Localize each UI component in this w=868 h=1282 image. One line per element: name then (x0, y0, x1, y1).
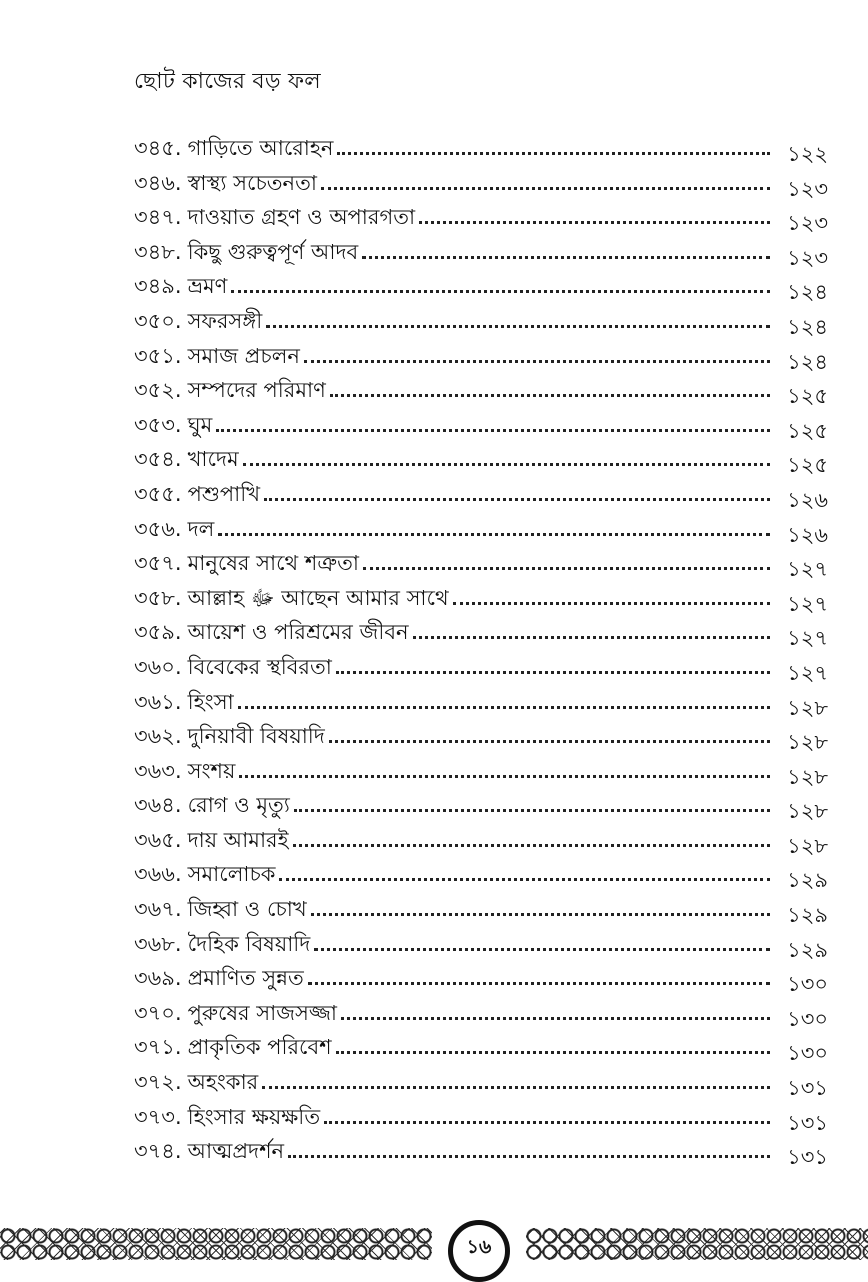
toc-entry (134, 578, 828, 616)
toc-entry (134, 474, 828, 512)
toc-entry-number: ৩৬৮. (134, 931, 182, 956)
dot-leader (329, 716, 770, 743)
toc-entry (134, 439, 828, 478)
toc-entry-number: ৩৪৫. (134, 136, 182, 160)
dot-leader (330, 370, 770, 397)
toc-entry-page: ১২৩ (787, 211, 828, 236)
toc-entry (134, 266, 828, 305)
dot-leader (336, 1027, 770, 1054)
toc-entry-title: জিহ্বা ও চোখ (187, 897, 307, 922)
toc-entry-page: ১২৩ (787, 176, 828, 201)
toc-entry (134, 647, 828, 685)
toc-entry-title: দাওয়াত গ্রহণ ও অপারগতা (187, 205, 416, 230)
toc-entry (134, 232, 828, 270)
toc-entry (134, 785, 828, 824)
page-footer (0, 1218, 868, 1260)
toc-entry-page: ১২৭ (787, 591, 828, 616)
page-number: ১৬ (466, 1236, 492, 1258)
toc-entry-title: আত্মপ্রদর্শন (187, 1139, 285, 1164)
dot-leader (216, 405, 770, 432)
toc-entry-page: ১২৬ (787, 487, 828, 512)
dot-leader (336, 647, 770, 674)
dot-leader (262, 1062, 770, 1089)
toc-entry (134, 1027, 828, 1066)
table-of-contents (134, 128, 828, 1170)
toc-entry (134, 197, 828, 236)
dot-leader (231, 266, 770, 293)
toc-entry (134, 924, 828, 962)
toc-entry-page: ১২৮ (787, 730, 828, 755)
toc-entry-page: ১২৬ (787, 522, 828, 547)
toc-entry-number: ৩৫৯. (134, 620, 182, 645)
ornamental-border-right (526, 1228, 868, 1260)
ornamental-border-left (0, 1228, 432, 1260)
toc-entry-page: ১৩১ (787, 1110, 828, 1135)
toc-entry-page: ১২৮ (787, 799, 828, 824)
toc-entry-page: ১২৯ (787, 868, 828, 893)
toc-entry-number: ৩৪৮. (134, 239, 182, 264)
toc-entry (134, 336, 828, 374)
dot-leader (308, 958, 770, 985)
toc-entry (134, 854, 828, 893)
toc-entry-title: খাদেম (187, 447, 239, 472)
dot-leader (239, 751, 770, 778)
toc-entry (134, 958, 828, 997)
toc-entry-page: ১৩১ (787, 1145, 828, 1170)
dot-leader (341, 993, 770, 1020)
toc-entry-page: ১২৪ (787, 314, 828, 339)
toc-entry-page: ১২৯ (787, 903, 828, 928)
toc-entry-page: ১২৭ (787, 557, 828, 582)
toc-entry-number: ৩৫৬. (134, 516, 182, 541)
toc-entry-title: ঘুম (187, 412, 213, 437)
toc-entry-page: ১২৮ (787, 764, 828, 789)
dot-leader (304, 336, 770, 363)
toc-entry (134, 751, 828, 789)
dot-leader (362, 232, 770, 259)
toc-entry-number: ৩৫২. (134, 378, 182, 403)
toc-entry (134, 405, 828, 443)
dot-leader (337, 128, 770, 155)
toc-entry-title: ভ্রমণ (187, 274, 228, 299)
toc-entry-title: সম্পদের পরিমাণ (187, 378, 326, 403)
toc-entry (134, 993, 828, 1031)
toc-entry (134, 301, 828, 339)
toc-entry-number: ৩৭০. (134, 1000, 182, 1025)
toc-entry-page: ১৩০ (787, 1041, 828, 1066)
toc-entry-page: ১২৫ (787, 384, 828, 409)
dot-leader (321, 163, 770, 190)
toc-entry-number: ৩৬১. (134, 689, 182, 714)
toc-entry-number: ৩৫৭. (134, 551, 182, 576)
dot-leader (243, 439, 770, 466)
toc-entry-number: ৩৫৫. (134, 481, 182, 506)
toc-entry-title: পুরুষের সাজসজ্জা (187, 1000, 338, 1025)
toc-entry-number: ৩৫১. (134, 343, 182, 368)
toc-entry (134, 889, 828, 928)
toc-entry-number: ৩৬৪. (134, 793, 182, 818)
toc-entry-title: দুনিয়াবী বিষয়াদি (187, 724, 325, 749)
dot-leader (324, 1097, 770, 1124)
toc-entry-page: ১৩১ (787, 1076, 828, 1101)
toc-entry-title: হিংসা (187, 689, 234, 714)
toc-entry-title: সমাজ প্রচলন (187, 343, 300, 368)
toc-entry-number: ৩৫০. (134, 308, 182, 333)
dot-leader (453, 578, 770, 605)
toc-entry-page: ১২৮ (787, 695, 828, 720)
toc-entry-page: ১২৮ (787, 833, 828, 858)
toc-entry (134, 682, 828, 720)
dot-leader (279, 854, 770, 881)
toc-entry (134, 1097, 828, 1135)
toc-entry-number: ৩৬০. (134, 654, 182, 679)
toc-entry (134, 128, 828, 166)
toc-entry-title: সফরসঙ্গী (187, 308, 263, 333)
toc-entry-title: কিছু গুরুত্বপূর্ণ আদব (187, 239, 359, 264)
toc-entry (134, 716, 828, 755)
toc-entry-title: প্রমাণিত সুন্নত (187, 966, 304, 991)
dot-leader (413, 612, 770, 639)
toc-entry-title: অহংকার (187, 1070, 259, 1095)
toc-entry-title: প্রাকৃতিক পরিবেশ (187, 1035, 332, 1060)
toc-entry-number: ৩৬৫. (134, 827, 182, 852)
toc-entry-title: দৈহিক বিষয়াদি (187, 931, 311, 956)
toc-entry-page: ১৩০ (787, 972, 828, 997)
dot-leader (311, 889, 770, 916)
toc-entry (134, 370, 828, 409)
running-header: ছোট কাজের বড় ফল (134, 69, 321, 94)
toc-entry (134, 509, 828, 547)
toc-entry-title: দল (187, 516, 215, 541)
toc-entry-title: আয়েশ ও পরিশ্রমের জীবন (187, 620, 409, 645)
toc-entry-number: ৩৭১. (134, 1035, 182, 1060)
toc-entry-title: দায় আমারই (187, 827, 289, 852)
toc-entry-number: ৩৫৩. (134, 412, 182, 437)
toc-entry-number: ৩৬৩. (134, 758, 182, 783)
dot-leader (266, 301, 770, 328)
toc-entry-number: ৩৭৪. (134, 1139, 182, 1164)
toc-entry-number: ৩৫৪. (134, 447, 182, 472)
toc-entry (134, 1062, 828, 1101)
page-number-badge (448, 1220, 510, 1282)
dot-leader (363, 543, 770, 570)
toc-entry-number: ৩৬২. (134, 724, 182, 749)
toc-entry-title: রোগ ও মৃত্যু (187, 793, 290, 818)
dot-leader (419, 197, 770, 224)
dot-leader (288, 1131, 770, 1158)
toc-entry-page: ১৩০ (787, 1006, 828, 1031)
toc-entry (134, 543, 828, 582)
toc-entry-number: ৩৪৯. (134, 274, 182, 299)
toc-entry-page: ১২৭ (787, 660, 828, 685)
toc-entry-number: ৩৫৮. (134, 585, 182, 610)
toc-entry-title: পশুপাখি (187, 481, 261, 506)
toc-entry (134, 1131, 828, 1170)
toc-entry-page: ১২৪ (787, 280, 828, 305)
toc-entry-number: ৩৪৭. (134, 205, 182, 230)
dot-leader (218, 509, 770, 536)
dot-leader (294, 785, 770, 812)
toc-entry-number: ৩৭৩. (134, 1104, 182, 1129)
toc-entry-number: ৩৬৭. (134, 897, 182, 922)
toc-entry-title: গাড়িতে আরোহন (187, 136, 334, 160)
toc-entry-title: হিংসার ক্ষয়ক্ষতি (187, 1104, 321, 1129)
toc-entry-title: সমালোচক (187, 862, 276, 887)
toc-entry-page: ১২৩ (787, 245, 828, 270)
dot-leader (314, 924, 770, 951)
toc-entry (134, 612, 828, 651)
toc-entry-number: ৩৬৬. (134, 862, 182, 887)
toc-entry-number: ৩৬৯. (134, 966, 182, 991)
toc-entry-number: ৩৪৬. (134, 170, 182, 195)
toc-entry-number: ৩৭২. (134, 1070, 182, 1095)
toc-entry-page: ১২৫ (787, 418, 828, 443)
toc-entry-title: আল্লাহ ﷻ আছেন আমার সাথে (187, 585, 449, 610)
toc-entry-title: সংশয় (187, 758, 236, 783)
toc-entry-page: ১২৪ (787, 349, 828, 374)
toc-entry-page: ১২৭ (787, 626, 828, 651)
toc-entry (134, 163, 828, 201)
toc-entry-page: ১২৫ (787, 453, 828, 478)
toc-entry-title: স্বাস্থ্য সচেতনতা (187, 170, 317, 195)
toc-entry-title: মানুষের সাথে শত্রুতা (187, 551, 359, 576)
dot-leader (238, 682, 770, 709)
dot-leader (264, 474, 770, 501)
toc-entry-page: ১২৯ (787, 937, 828, 962)
toc-entry-title: বিবেকের স্থবিরতা (187, 654, 332, 679)
toc-entry-page: ১২২ (787, 142, 828, 166)
toc-entry (134, 820, 828, 858)
dot-leader (293, 820, 770, 847)
